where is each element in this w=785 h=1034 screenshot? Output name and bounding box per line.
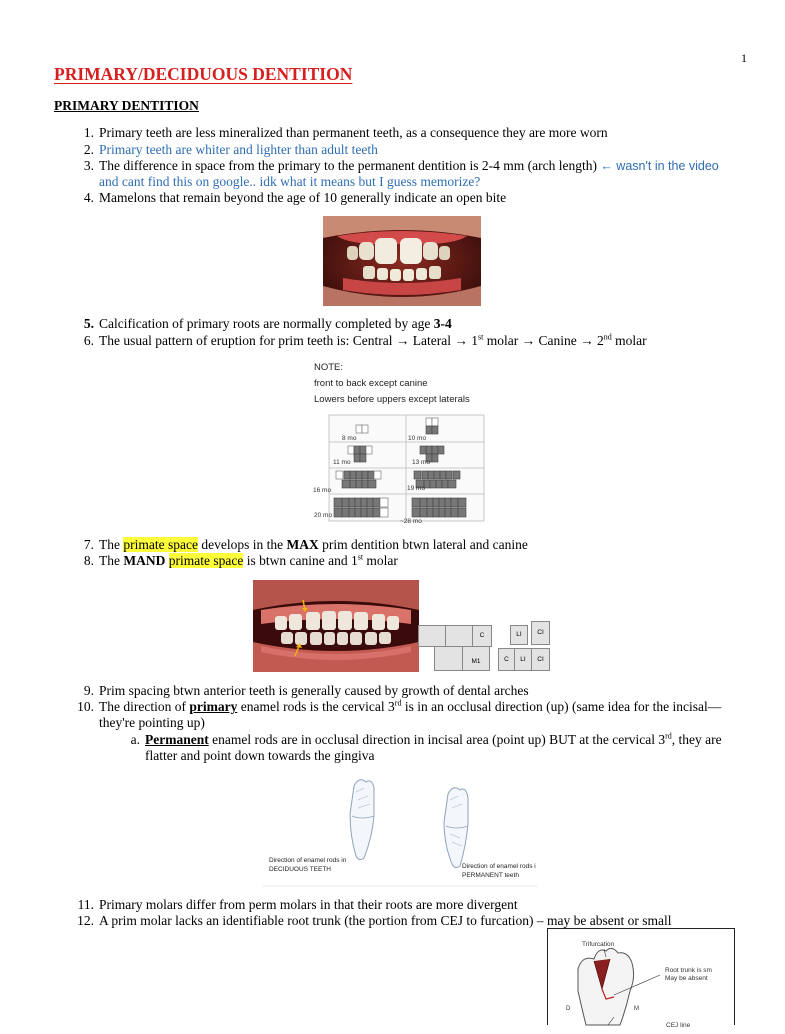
item-text: Primary teeth are less mineralized than permanent teeth, as a consequence they are more worn bbox=[99, 125, 608, 140]
tooth-label: M1 bbox=[462, 646, 490, 671]
student-note: and cant find this on google.. idk what it means but I guess memorize? bbox=[99, 174, 481, 189]
item-number: a. bbox=[130, 732, 140, 747]
item-text: Primary molars differ from perm molars in that their roots are more divergent bbox=[99, 897, 518, 912]
enamel-rods-figure bbox=[262, 776, 542, 888]
age-label: 20 mo bbox=[314, 512, 333, 519]
student-note: ← wasn't in the video bbox=[600, 159, 719, 173]
item-number: 1. bbox=[83, 125, 94, 140]
eruption-note: NOTE: front to back except canine Lowers before uppers except laterals bbox=[314, 362, 470, 405]
age-label: 16 mo bbox=[313, 487, 332, 494]
label-root-trunk: Root trunk is sm May be absent bbox=[665, 967, 712, 982]
tooth-label: C bbox=[498, 648, 515, 671]
label-mesial: M bbox=[634, 1006, 639, 1012]
tooth-label: CI bbox=[531, 621, 550, 645]
tooth-label: LI bbox=[514, 648, 532, 671]
open-bite-photo bbox=[323, 216, 481, 306]
molar-root-trunk-figure bbox=[547, 928, 735, 1029]
item-text: The MAND primate space is btwn canine and 1st molar bbox=[99, 552, 398, 568]
spacing-diagram bbox=[418, 619, 552, 671]
item-number: 5. bbox=[83, 316, 94, 331]
item-number: 8. bbox=[83, 553, 94, 568]
highlighted-term: primate space bbox=[168, 553, 244, 568]
item-number: 3. bbox=[83, 158, 94, 173]
item-text: Mamelons that remain beyond the age of 10 generally indicate an open bite bbox=[99, 190, 507, 205]
item-text: flatter and point down towards the gingiva bbox=[145, 748, 375, 763]
label-cej: CEJ line bbox=[666, 1022, 691, 1029]
item-text: they're pointing up) bbox=[99, 715, 205, 730]
item-number: 4. bbox=[83, 190, 94, 205]
item-number: 6. bbox=[83, 333, 94, 348]
item-number: 2. bbox=[83, 142, 94, 157]
item-text: Calcification of primary roots are normally completed by age 3-4 bbox=[99, 316, 452, 331]
item-text: Permanent enamel rods are in occlusal direction in incisal area (point up) BUT at the cervical 3rd, they are bbox=[145, 731, 722, 747]
caption-deciduous: Direction of enamel rods in DECIDUOUS TEETH bbox=[269, 857, 347, 873]
item-number: 10. bbox=[77, 699, 94, 714]
item-text: The usual pattern of eruption for prim teeth is: Central → Lateral → 1st molar → Canine → 2nd molar bbox=[99, 332, 647, 348]
tooth-label: LI bbox=[510, 625, 528, 645]
age-label: 10 mo bbox=[408, 435, 427, 442]
item-text: The primate space develops in the MAX prim dentition btwn lateral and canine bbox=[99, 537, 528, 552]
item-text: The difference in space from the primary to the permanent dentition is 2-4 mm (arch length) ← wasn't in the video bbox=[99, 158, 719, 173]
item-text: Prim spacing btwn anterior teeth is generally caused by growth of dental arches bbox=[99, 683, 529, 698]
section-heading: PRIMARY DENTITION bbox=[54, 98, 199, 113]
item-text: The direction of primary enamel rods is the cervical 3rd is in an occlusal direction (up) (same idea for the incisal— bbox=[99, 698, 722, 714]
age-label: 8 mo bbox=[342, 435, 357, 442]
page-number: 1 bbox=[741, 51, 747, 65]
age-label: 11 mo bbox=[333, 459, 351, 466]
item-number: 9. bbox=[83, 683, 94, 698]
item-text: Primary teeth are whiter and lighter than adult teeth bbox=[99, 142, 378, 157]
item-text: A prim molar lacks an identifiable root trunk (the portion from CEJ to furcation) – may be absent or small bbox=[99, 913, 672, 928]
primate-space-photo bbox=[253, 580, 419, 672]
age-label: ~28 mo bbox=[400, 518, 422, 525]
label-trifurcation: Trifurcation bbox=[582, 941, 615, 948]
age-label: 19 mo bbox=[407, 485, 426, 492]
eruption-chart bbox=[312, 413, 486, 525]
tooth-label: C bbox=[472, 625, 492, 647]
item-number: 12. bbox=[77, 913, 94, 928]
item-number: 11. bbox=[77, 897, 94, 912]
item-number: 7. bbox=[83, 537, 94, 552]
page-title: PRIMARY/DECIDUOUS DENTITION bbox=[54, 64, 353, 84]
highlighted-term: primate space bbox=[123, 537, 198, 552]
age-label: 13 mo bbox=[412, 459, 431, 466]
label-distal: D bbox=[566, 1006, 571, 1012]
tooth-label: CI bbox=[531, 648, 550, 671]
caption-permanent: Direction of enamel rods i PERMANENT teeth bbox=[462, 863, 536, 879]
